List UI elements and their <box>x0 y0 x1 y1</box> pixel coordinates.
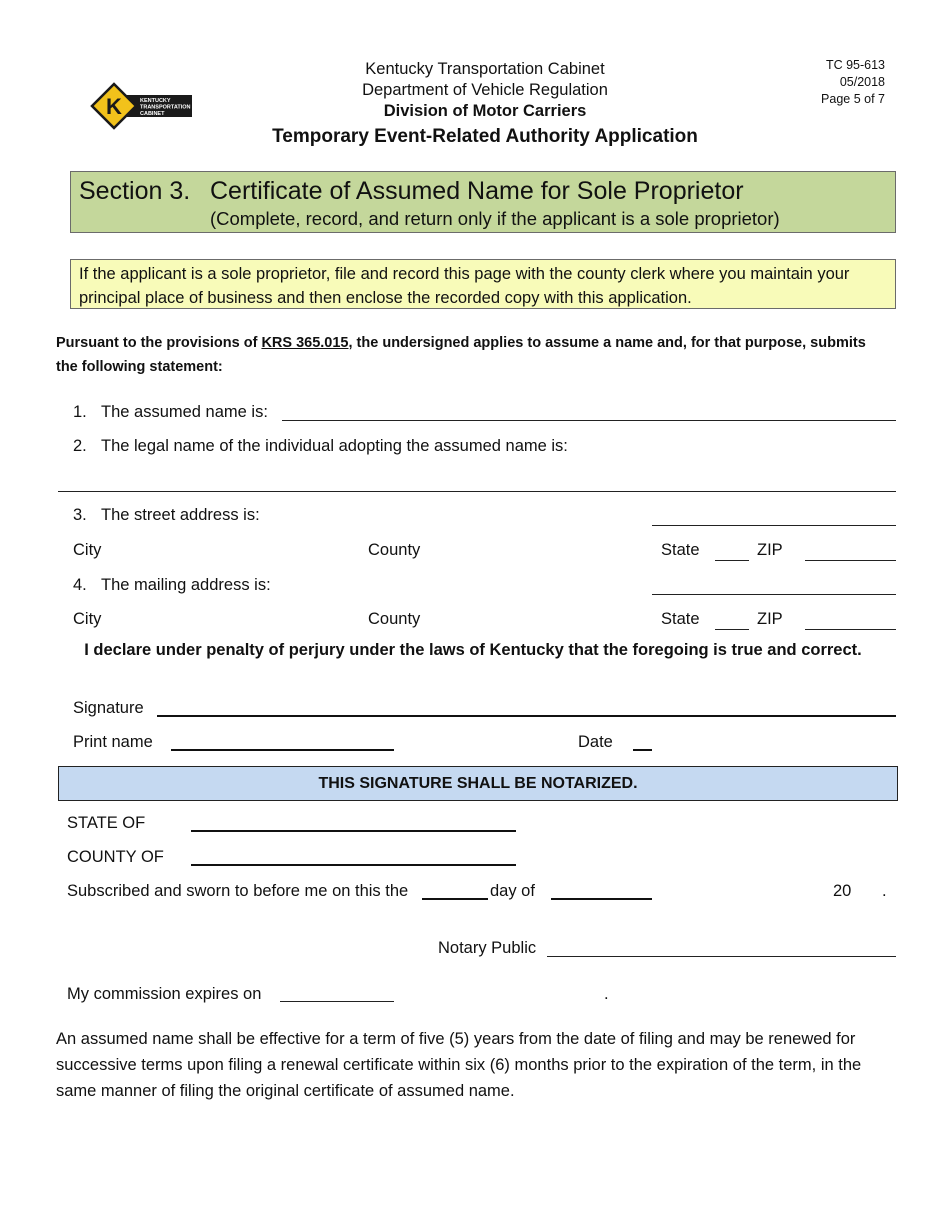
notary-banner: THIS SIGNATURE SHALL BE NOTARIZED. <box>58 766 898 801</box>
kytc-logo <box>90 82 194 130</box>
year-prefix: 20 <box>833 882 852 900</box>
logo-letter: K <box>106 94 122 119</box>
street-city-label: City <box>73 541 102 559</box>
pursuant-statement <box>56 331 886 379</box>
mailing-county-label: County <box>368 610 421 628</box>
section-heading <box>70 171 896 233</box>
year-period: . <box>882 882 887 900</box>
mailing-state-label: State <box>661 610 700 628</box>
item-4-number: 4. <box>73 576 87 594</box>
legal-name-field[interactable] <box>58 491 896 492</box>
state-of-field[interactable] <box>191 830 516 832</box>
print-name-label: Print name <box>73 733 153 751</box>
item-2-number: 2. <box>73 437 87 455</box>
signature-label: Signature <box>73 699 144 717</box>
mailing-zip-label: ZIP <box>757 610 783 628</box>
page-header <box>200 59 770 150</box>
statute-reference: KRS 365.015 <box>261 335 349 351</box>
header-division: Division of Motor Carriers <box>383 102 587 120</box>
sworn-statement-label: Subscribed and sworn to before me on this the <box>67 882 409 900</box>
logo-text-3: CABINET <box>140 111 165 117</box>
mailing-city-label: City <box>73 610 102 628</box>
item-1-label: The assumed name is: <box>101 403 268 421</box>
print-name-field[interactable] <box>171 749 394 751</box>
logo-graphic <box>90 82 194 130</box>
item-2-label: The legal name of the individual adopting the assumed name is: <box>101 437 568 455</box>
form-number: TC 95-613 <box>825 58 885 72</box>
closing-paragraph: An assumed name shall be effective for a term of five (5) years from the date of filing and may be renewed for successive terms upon filing a renewal certificate within six (6) months prior to the expiration of the term, in the same manner of filing the original certificate of assumed name. <box>56 1030 862 1100</box>
logo-text-1: KENTUCKY <box>140 98 171 104</box>
section-number: Section 3. <box>79 177 191 205</box>
commission-period: . <box>604 985 609 1003</box>
commission-expires-label: My commission expires on <box>67 985 262 1003</box>
commission-expires-field[interactable] <box>280 1001 394 1002</box>
item-3-label: The street address is: <box>101 506 260 524</box>
signature-field[interactable] <box>157 715 896 717</box>
item-1-number: 1. <box>73 403 87 421</box>
item-3-number: 3. <box>73 506 87 524</box>
form-info <box>821 57 885 108</box>
section-title: Certificate of Assumed Name for Sole Proprietor <box>210 177 744 205</box>
header-department: Department of Vehicle Regulation <box>362 81 608 99</box>
section-subtitle: (Complete, record, and return only if the applicant is a sole proprietor) <box>210 208 780 229</box>
notary-public-signature-field[interactable] <box>547 956 896 957</box>
street-zip-label: ZIP <box>757 541 783 559</box>
pursuant-text-after: , the undersigned applies to assume a name and, for that purpose, submits the following statement: <box>56 335 866 375</box>
page-number: Page 5 of 7 <box>821 92 885 106</box>
page-title: Temporary Event-Related Authority Application <box>272 126 698 147</box>
county-of-field[interactable] <box>191 864 516 866</box>
street-state-label: State <box>661 541 700 559</box>
pursuant-text-before: Pursuant to the provisions of <box>56 335 262 351</box>
sworn-month-field[interactable] <box>551 898 652 900</box>
date-field[interactable] <box>633 749 652 751</box>
street-address-field[interactable] <box>652 525 896 526</box>
logo-text-2: TRANSPORTATION <box>140 104 191 111</box>
form-date: 05/2018 <box>839 75 885 89</box>
sworn-day-field[interactable] <box>422 898 488 900</box>
instruction-note <box>70 259 896 309</box>
notary-public-label: Notary Public <box>438 939 537 957</box>
day-of-label: day of <box>490 882 535 900</box>
county-of-label: COUNTY OF <box>67 848 164 866</box>
assumed-name-field[interactable] <box>282 420 896 421</box>
street-zip-field[interactable] <box>805 560 896 561</box>
item-4-label: The mailing address is: <box>101 576 271 594</box>
mailing-address-field[interactable] <box>652 594 896 595</box>
state-of-label: STATE OF <box>67 814 146 832</box>
mailing-state-field[interactable] <box>715 629 749 630</box>
street-county-label: County <box>368 541 421 559</box>
date-label: Date <box>578 733 613 751</box>
street-state-field[interactable] <box>715 560 749 561</box>
perjury-declaration: I declare under penalty of perjury under the laws of Kentucky that the foregoing is true and correct. <box>84 641 862 659</box>
header-cabinet: Kentucky Transportation Cabinet <box>365 60 605 78</box>
instruction-text: If the applicant is a sole proprietor, file and record this page with the county clerk where you maintain your principal place of business and then enclose the recorded copy with this application. <box>79 265 850 307</box>
mailing-zip-field[interactable] <box>805 629 896 630</box>
